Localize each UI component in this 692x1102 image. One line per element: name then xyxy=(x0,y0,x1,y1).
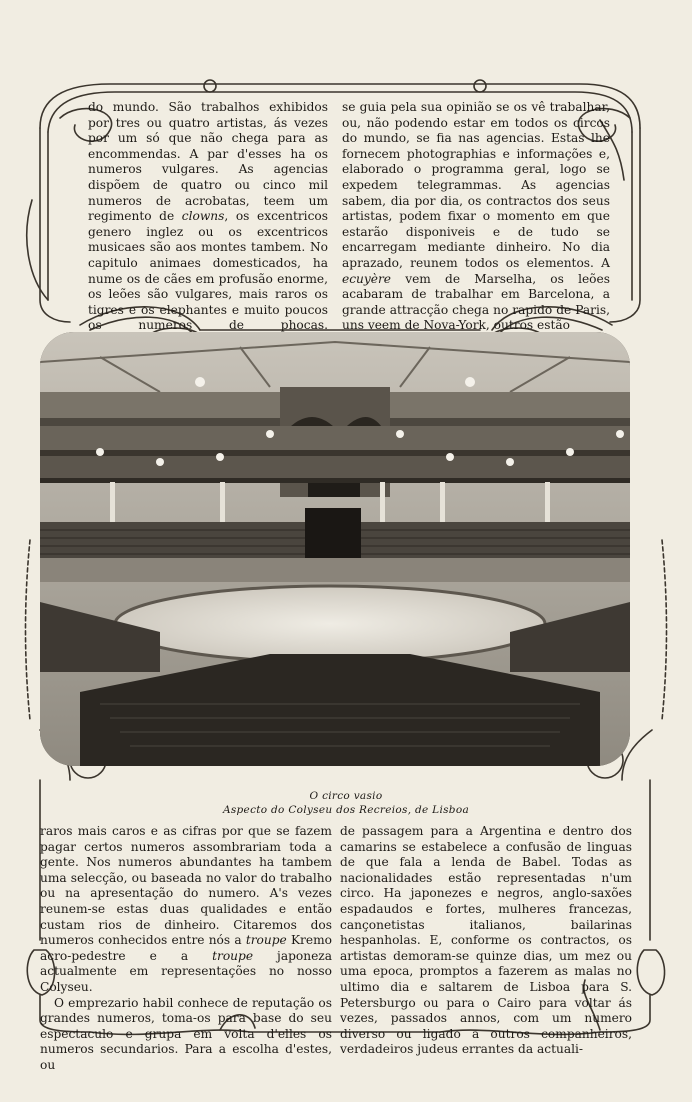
paragraph-text: vem de Marselha, os leões acabaram de trabalhar em Barcelona, a grande attracção chega no rapido de Paris, uns veem de Nova-York, outros estão xyxy=(342,271,610,333)
emphasis-text: clowns xyxy=(181,209,225,224)
paragraph xyxy=(40,824,332,996)
emphasis-text: ecuyère xyxy=(342,271,392,286)
paragraph-text: japoneza actualmente em representações no nosso Colyseu. xyxy=(40,948,332,994)
paragraph-text: se guia pela sua opinião se os vê trabalhar, ou, não podendo estar em todos os circos do mundo, se fia nas agencias. Estas lhe fornecem photographias e informações e, elaborado o programma geral, logo se expedem telegrammas. As agencias sabem, dia por dia, os contractos dos seus artistas, podem fixar o momento em que estarão disponiveis e de tudo se encarregam mediante dinheiro. No dia aprazado, reunem todos os elementos. A xyxy=(342,100,610,270)
text-column-bottom-right xyxy=(340,824,632,1058)
paragraph-text: Kremo acro-pedestre e a xyxy=(40,933,332,963)
circus-photograph xyxy=(40,332,630,766)
paragraph xyxy=(88,100,328,365)
photo-caption-subtitle: Aspecto do Colyseu dos Recreios, de Lisboa xyxy=(222,804,470,816)
paragraph-text: raros mais caros e as cifras por que se fazem pagar certos numeros assombrariam toda a gente. Nos numeros abundantes ha tambem uma selecção, ou baseada no valor do trabalho ou na apresentação do numero. A's vezes reunem-se estas duas qualidades e então custam rios de dinheiro. Citaremos dos numeros conhecidos entre nós a xyxy=(40,824,332,948)
circus-interior-illustration xyxy=(40,332,630,766)
paragraph xyxy=(342,100,610,334)
paragraph: O emprezario habil conhece de reputação os grandes numeros, toma-os para base do seu espectaculo e grupa em volta d'elles os numeros secundarios. Para a escolha d'estes, ou xyxy=(40,995,332,1072)
text-column-bottom-left xyxy=(40,824,332,1074)
emphasis-text: troupe xyxy=(212,948,254,963)
paragraph: de passagem para a Argentina e dentro dos camarins se estabelece a confusão de linguas de que fala a lenda de Babel. Todas as nacionalidades estão representadas n'um circo. Ha japonezes e negros, anglo-saxões espadaudos e fortes, mulheres francezas, cançonetistas italianos, bailarinas hespanholas. E, conforme os contractos, os artistas demoram-se quinze dias, um mez ou uma epoca, promptos a fazerem as malas no ultimo dia e saltarem de Lisboa para S. Petersburgo ou para o Cairo para voltar ás vezes, passados annos, com um numero diverso ou ligado a outros companheiros, verdadeiros judeus errantes da actuali- xyxy=(340,824,632,1057)
text-column-top-right xyxy=(342,100,610,334)
paragraph-text: do mundo. São trabalhos exhibidos por tres ou quatro artistas, ás vezes por um só que não chega para as encommendas. A par d'esses ha os numeros vulgares. As agencias dispõem de quatro ou cinco mil numeros de acrobatas, teem um regimento de xyxy=(88,100,328,224)
photo-caption-title: O circo vasio xyxy=(309,790,383,802)
text-column-top-left xyxy=(88,100,328,365)
emphasis-text: troupe xyxy=(245,933,287,948)
paragraph-text: , os excentricos genero inglez ou os excentricos musicaes são aos montes tambem. No capitulo animaes domesticados, ha nume os de cães em profusão enorme, os leões são vulgares, mais raros os tigres e os elephantes e muito poucos os numeros de phocas. xyxy=(88,209,328,333)
